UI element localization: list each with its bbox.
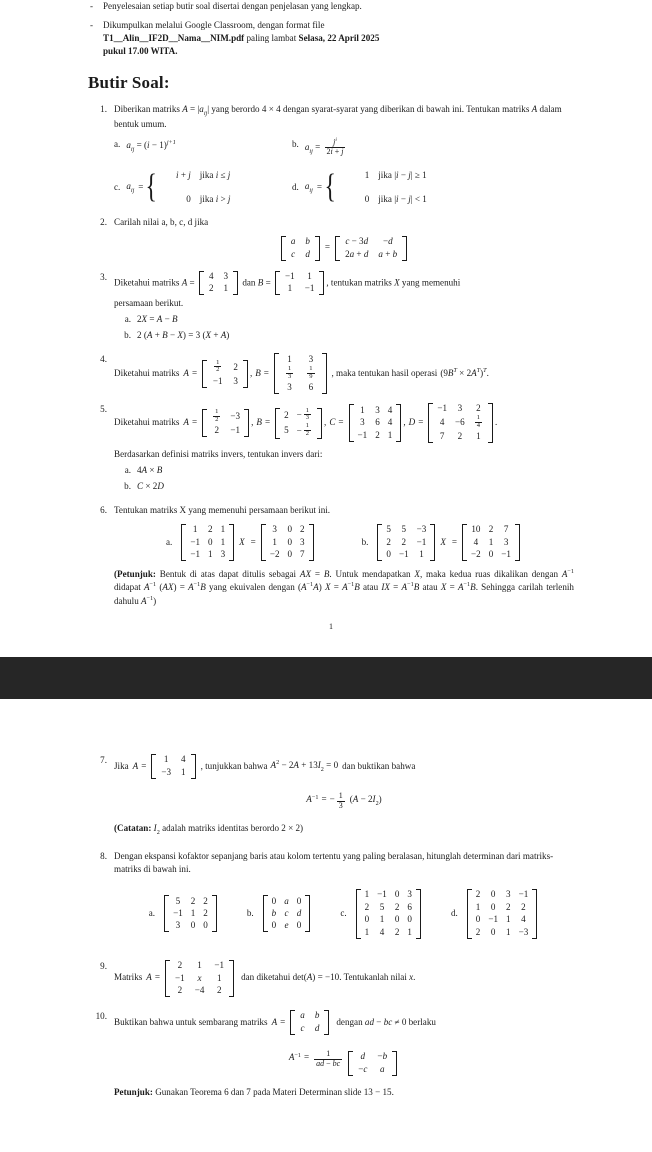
question-number: 10. [95,1010,107,1021]
q3-eq-b: 2 (A + B − X) = 3 (X + A) [137,329,230,340]
question-number: 2. [100,216,107,227]
q3-matrix-b: −1 1 1 −1 [275,271,324,296]
deadline-time: pukul 17.00 WITA. [103,45,178,56]
question-3 [88,271,574,345]
q5-label-a: a. [124,464,131,475]
q8-text: Dengan ekspansi kofaktor sepanjang baris atau kolom tertentu yang paling beralasan, hitunglah determinan dari matriks-matriks di bawah ini. [114,850,554,875]
q1-piecewise-c: { i + j jika i ≤ j 0 jika i > j [145,168,231,206]
q7-catatan: (Catatan: $I_2$ adalah matriks identitas berordo 2 × 2) [114,823,304,837]
q5-item-b [114,480,574,494]
file-format-name: T1__Alin__IF2D__Nama__NIM.pdf [103,32,245,43]
q2-matrix-rhs: c − 3d −d 2a + d a + b [335,236,407,261]
deadline-date: Selasa, 22 April 2025 [298,32,380,43]
q8-label-b: b. [246,907,254,918]
hint-label: Petunjuk: [114,1086,153,1097]
petunjuk-label: (Petunjuk: [114,569,156,580]
curly-brace-icon: { [324,168,336,206]
page-gap-bottom [0,699,652,754]
q10-formula: A −1 = $\frac{1}{ad - bc}$ d −b −c a [114,1051,574,1076]
q6-matrix-b-left: 5 5 −3 2 2 −1 0 −1 1 [377,524,435,561]
q5-text-b: Berdasarkan definisi matriks invers, tentukan invers dari: [114,449,323,460]
question-body: Buktikan bahwa untuk sembarang matriks A = a b c d dengan ad − bc ≠ 0 berlaku A −1 = $\frac{1}{ad - bc}$ d −b −c a Petunjuk: Gunakan Teorema 6 dan 7 pada Materi Determinan slide 13 − 15. [114,1010,574,1099]
instruction-text: Penyelesaian setiap butir soal disertai dengan penjelasan yang lengkap. [103,1,362,11]
question-body [114,216,574,267]
q3-text-dan: dan [242,277,256,288]
question-body: Matriks A = 2 1 −1 −1 x 1 2 −4 2 dan diketahui det(A) = −10. Tentukanlah nilai x. [114,960,416,996]
question-8 [88,850,574,946]
question-body [114,504,574,608]
q4-text-b: , maka tentukan hasil operasi [331,367,438,378]
page-number: 1 [329,621,333,631]
q6-matrix-a-right: 3 0 2 1 0 3 −2 0 7 [261,524,314,561]
q6-item-a: a. 1 2 1 −1 0 1 −1 1 3 X = 3 0 2 1 0 3 −2 0 7 [166,524,316,561]
q4-matrix-b: 1 3 $\frac{1}{3}$ $\frac{1}{9}$ 3 6 [274,353,327,394]
q10-adjugate-matrix: d −b −c a [348,1051,397,1076]
q7-text-b: , tunjukkan bahwa [200,760,268,771]
instruction-text-block [103,19,379,58]
q7-identity: $A^2 - 2A + 13I_2 = 0$ [270,759,339,774]
question-4 [88,353,574,394]
q3-label-a: a. [124,314,131,325]
q7-equation: A −1 = − $\frac{1}{3}$ $(A - 2I_2)$ [306,791,382,810]
dash-marker: - [90,19,94,30]
document-page-2 [0,754,652,1100]
q3-text-d: persamaan berikut. [114,298,184,309]
q1-piecewise-d: { 1 jika |i − j| ≥ 1 0 jika |i − j| < 1 [324,168,427,206]
q8-item-c [340,889,423,939]
question-number: 7. [100,754,107,765]
q1-item-c: c. $a_{ij}$ = { i + j jika i ≤ j 0 jika i > j [114,168,231,206]
page-separator-band [0,657,652,699]
q10-text-a: Buktikan bahwa untuk sembarang matriks [114,1016,268,1027]
deadline-prefix: paling lambat [246,32,297,43]
question-body: Diberikan matriks $A = |a_{ij}|$ yang berordo 4 × 4 dengan syarat-syarat yang diberikan di bawah ini. Tentukan matriks A dalam bentuk umum. a. $a_{ij} = (i - 1)^{j+1}$ b. $a_{ij}$ = $\frac{j^i}{2i + j}$ c. $a_{ij}$ = { i + j jika i ≤ j 0 jika i > j d. $a_{ij}$ = { 1 jika |i − j| ≥ 1 0 jika |i − j| < 1 [114,103,562,206]
q10-petunjuk [114,1086,574,1100]
q8-item-b [247,895,312,932]
q6-text: Tentukan matriks X yang memenuhi persamaan berikut ini. [114,505,331,516]
q1-item-a [114,138,292,154]
q1-text-e: dalam bentuk umum. [114,103,562,129]
question-number: 3. [100,271,107,282]
q6-label-a: a. [166,536,173,547]
q1-formula-b: $a_{ij}$ = $\frac{j^i}{2i + j}$ [304,136,344,156]
q4-operation: $(9B^T \times 2A^T)^T$. [440,367,489,379]
q1-label-c: c. [114,182,121,192]
q1-order: 4 × 4 [261,103,281,114]
question-body: Diketahui matriks A = $\frac{1}{2}$ −3 2 −1 , B = 2 − $\frac{1}{3}$ 5 − $\frac{1}{2}$ , C = 1 3 4 3 6 4 −1 2 1 , D = −1 3 2 4 −6 $\frac{1}{4}$ 7 2 1 . Berdasarkan definisi matriks invers, tentukan invers dari: a. 4A × B b. C × 2D [114,403,574,495]
q1-label-a: a. [114,139,121,150]
hint-text: Gunakan Teorema 6 dan 7 pada Materi Determinan slide 13 − 15. [155,1086,394,1097]
curly-brace-icon: { [145,168,158,206]
q7-matrix-a: 1 4 −3 1 [151,754,195,779]
q9-matrix: 2 1 −1 −1 x 1 2 −4 2 [165,960,234,997]
q3-eq-a: 2X = A − B [137,314,178,325]
q3-text-c: yang memenuhi [401,277,461,288]
q4-text-a: Diketahui matriks [114,367,180,378]
q8-item-a [149,895,219,932]
question-10 [88,1010,574,1099]
q6-item-b: b. 5 5 −3 2 2 −1 0 −1 1 X = 10 2 7 4 1 3 −2 0 −1 [362,524,522,561]
page-title: Butir Soal: [88,72,170,92]
q5-matrix-c: 1 3 4 3 6 4 −1 2 1 [349,404,402,441]
q2-equation: a b c d = c − 3d −d 2a + d a + b [114,236,574,261]
question-7 [88,754,574,838]
dash-marker: - [90,1,94,11]
question-9 [88,960,574,997]
q6-matrix-a-left: 1 2 1 −1 0 1 −1 1 3 [181,524,234,561]
question-1 [88,103,574,207]
q8-label-c: c. [340,907,347,918]
q8-matrix-b: 0 a 0 b c d 0 e 0 [263,895,311,932]
q1-label-b: b. [292,139,299,150]
q7-text-a: Jika [114,760,129,771]
question-number: 1. [100,103,107,114]
q1-label-d: d. [292,182,299,192]
q5-label-b: b. [124,480,131,491]
q8-item-d [451,889,539,939]
q3-item-a [114,313,574,327]
instruction-item-1 [88,0,574,13]
question-number: 9. [100,960,107,971]
question-number: 5. [100,403,107,414]
question-number: 8. [100,850,107,861]
q8-matrix-d: 2 0 3 −1 1 0 2 2 0 −1 1 4 2 0 1 −3 [467,889,537,939]
q6-label-b: b. [361,536,369,547]
q10-text-b: dengan ad − bc ≠ 0 berlaku [336,1016,436,1027]
q6-petunjuk: (Petunjuk: Bentuk di atas dapat ditulis sebagai AX = B. Untuk mendapatkan X, maka kedua ruas dikalikan dengan $A^{-1}$ didapat $A^{-1}$ $(AX) = A^{-1}B$ yang ekuivalen dengan $(A^{-1}A) X = A^{-1}B$ atau IX = $A^{-1}B$ atau $X = A^{-1}B$. Sehingga carilah terlenih dahulu $A^{-1}$) [114,568,574,606]
q6-matrix-b-right: 10 2 7 4 1 3 −2 0 −1 [462,524,520,561]
q5-item-a [114,464,574,478]
page-gap-top [0,631,652,657]
q1-item-b [292,138,347,156]
question-body: Jika A = 1 4 −3 1 , tunjukkan bahwa $A^2 - 2A + 13I_2 = 0$ dan buktikan bahwa A −1 = − $\frac{1}{3}$ $(A - 2I_2)$ (Catatan: $I_2$ adalah matriks identitas berordo 2 × 2) [114,754,574,838]
q9-text-a: Matriks [114,972,143,983]
question-5 [88,403,574,495]
catatan-label: (Catatan: [114,823,152,834]
q5-matrix-d: −1 3 2 4 −6 $\frac{1}{4}$ 7 2 1 [428,403,493,444]
q4-matrix-a: $\frac{1}{2}$ 2 −1 3 [202,360,248,388]
q10-matrix: a b c d [290,1010,329,1035]
question-6 [88,504,574,608]
q2-matrix-lhs: a b c d [281,236,320,261]
question-number: 6. [100,505,107,516]
q3-label-b: b. [124,329,131,340]
question-body: Diketahui matriks A = 4 3 2 1 dan B = −1 1 1 −1 , tentukan matriks X yang memenuhi persamaan berikut. a. 2X = A − B b. 2 (A + B − X) = 3 (X + A) [114,271,574,345]
submission-text: Dikumpulkan melalui Google Classroom, dengan format file [103,19,325,30]
q5-matrix-a: $\frac{1}{2}$ −3 2 −1 [202,409,249,437]
question-body: Diketahui matriks A = $\frac{1}{2}$ 2 −1 3 , B = 1 3 $\frac{1}{3}$ $\frac{1}{9}$ 3 6 , maka tentukan hasil operasi $(9B^T \times 2A^T)^T$. [114,353,489,392]
q8-matrix-a: 5 2 2 −1 1 2 3 0 0 [164,895,217,932]
q3-item-b [114,329,574,343]
q3-matrix-a: 4 3 2 1 [199,271,238,296]
q8-matrix-c: 1 −1 0 3 2 5 2 6 0 1 0 0 1 4 2 1 [356,889,421,939]
question-number: 4. [100,354,107,365]
question-body [114,850,574,946]
q8-label-a: a. [148,907,156,918]
q5-matrix-b: 2 − $\frac{1}{3}$ 5 − $\frac{1}{2}$ [275,408,322,439]
q3-text-b: , tentukan matriks [326,277,392,288]
q1-text-d: ini. Tentukan matriks [452,103,530,114]
q5-eq-b: C × 2D [137,480,164,491]
q1-item-d: d. $a_{ij}$ = { 1 jika |i − j| ≥ 1 0 jika |i − j| < 1 [292,168,427,206]
q5-text-a: Diketahui matriks [114,417,180,428]
instructions-list [88,0,574,58]
q1-text-b: yang berordo [211,103,260,114]
q1-text-a: Diberikan matriks [114,103,180,114]
q3-text-a: Diketahui matriks [114,277,180,288]
question-2 [88,216,574,267]
q2-text: Carilah nilai a, b, c, d jika [114,216,209,227]
q7-text-c: dan buktikan bahwa [342,760,416,771]
q1-formula-a: $a_{ij} = (i - 1)^{j+1}$ [126,139,176,154]
instruction-item-2 [88,19,574,58]
q5-eq-a: 4A × B [137,464,163,475]
q9-text-b: dan diketahui det(A) = −10. Tentukanlah nilai x. [241,972,416,983]
q8-label-d: d. [450,907,458,918]
q1-text-c: dengan syarat-syarat yang diberikan di bawah [282,103,450,114]
